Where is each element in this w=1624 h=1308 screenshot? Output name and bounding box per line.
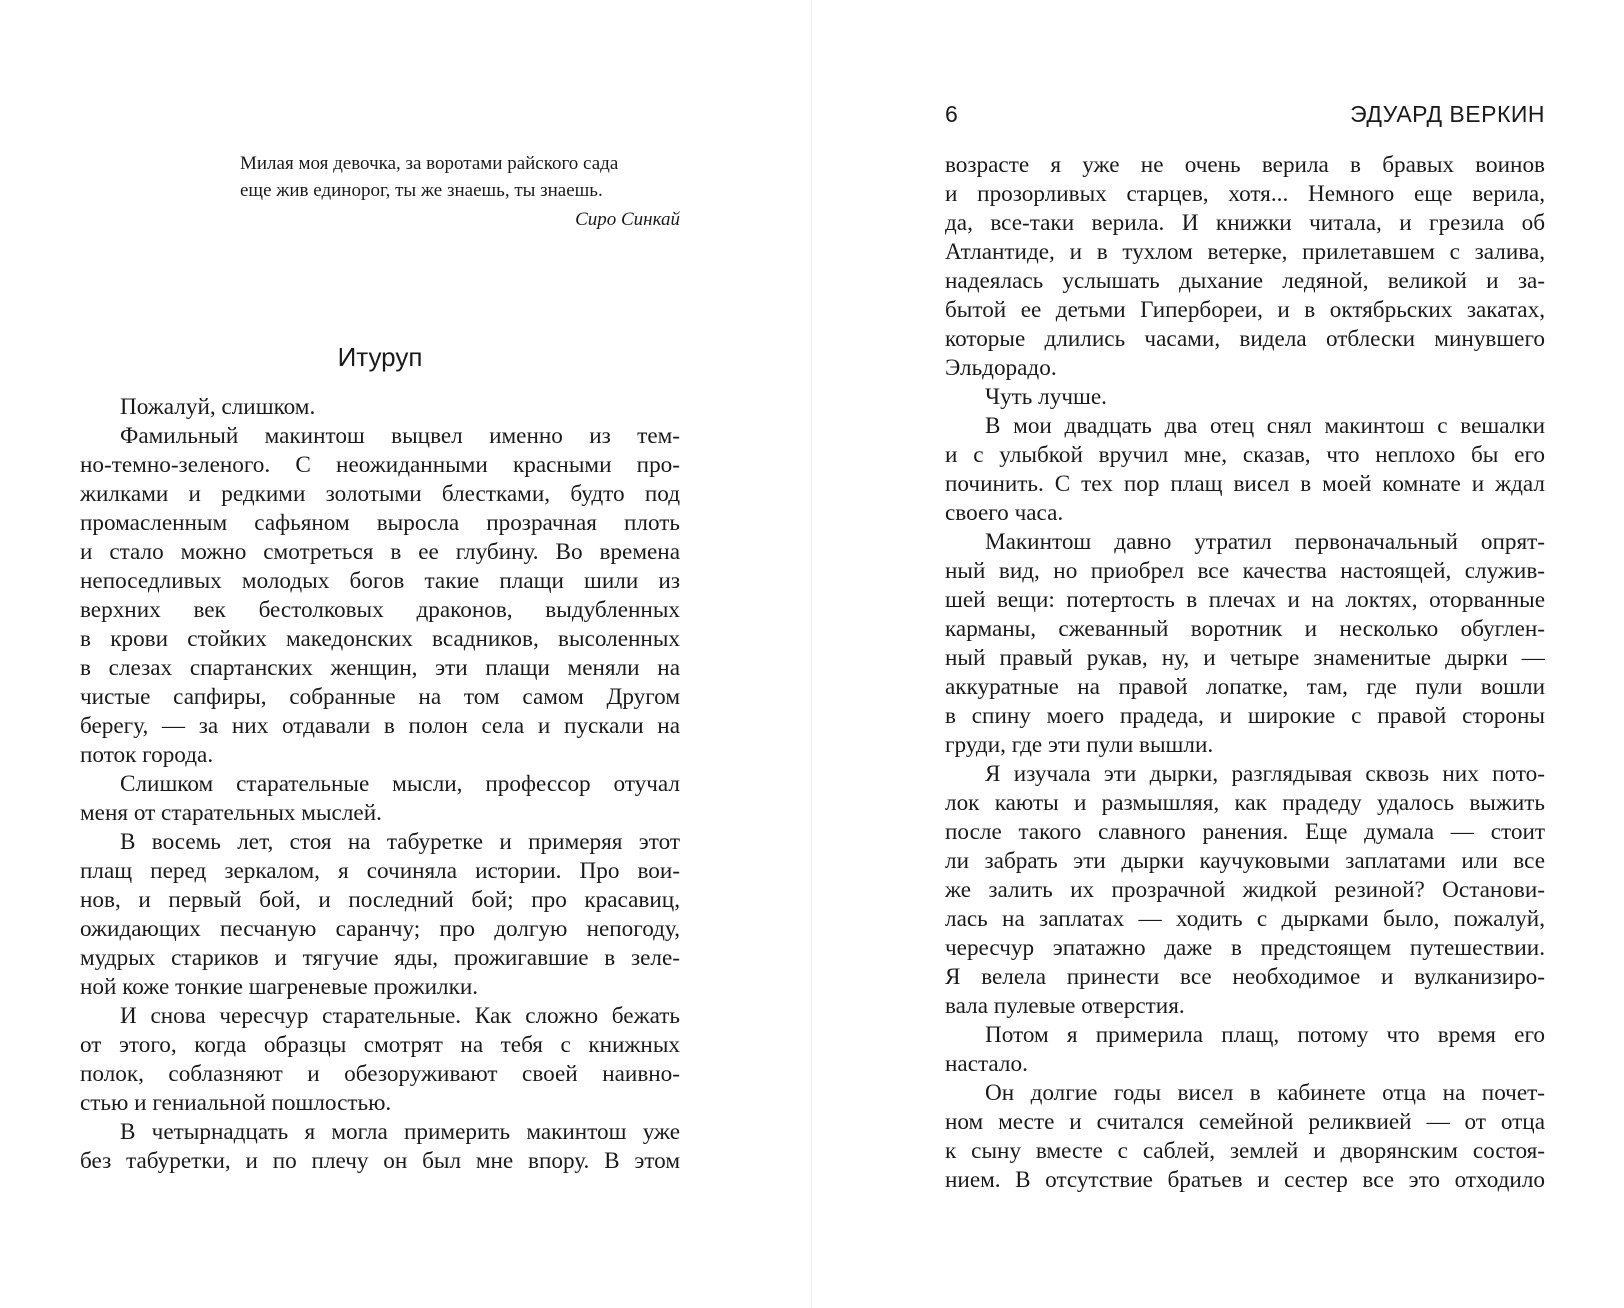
text-line: В мои двадцать два отец снял макинтош с вешалки bbox=[985, 413, 1545, 439]
text-line: надеялась услышать дыхание ледяной, великой и за- bbox=[945, 268, 1545, 294]
text-line: возрасте я уже не очень верила в бравых воинов bbox=[945, 152, 1545, 178]
text-line: в крови стойких македонских всадников, высоленных bbox=[80, 626, 680, 652]
text-line: да, все-таки верила. И книжки читала, и грезила об bbox=[945, 210, 1545, 236]
text-line: Фамильный макинтош выцвел именно из тем- bbox=[120, 423, 680, 449]
paragraph bbox=[80, 1002, 680, 1118]
text-line: ной коже тонкие шагреневые прожилки. bbox=[80, 974, 479, 1000]
text-line: к сыну вместе с саблей, землей и дворянским состоя- bbox=[945, 1138, 1545, 1164]
paragraph bbox=[945, 383, 1545, 412]
text-line: непоседливых молодых богов такие плащи шили из bbox=[80, 568, 680, 594]
paragraph bbox=[80, 1118, 680, 1176]
text-line: своего часа. bbox=[945, 500, 1064, 526]
text-line: настало. bbox=[945, 1051, 1028, 1077]
left-page bbox=[0, 0, 811, 1308]
text-line: чересчур эпатажно даже в предстоящем путешествии. bbox=[945, 935, 1545, 961]
text-line: Чуть лучше. bbox=[985, 384, 1107, 410]
text-line: Потом я примерила плащ, потому что время его bbox=[985, 1022, 1545, 1048]
left-page-text bbox=[80, 393, 680, 1176]
right-page bbox=[812, 0, 1624, 1308]
text-line: от этого, когда образцы смотрят на тебя с книжных bbox=[80, 1032, 680, 1058]
text-line: Я изучала эти дырки, разглядывая сквозь них пото- bbox=[985, 761, 1545, 787]
text-line: без табуретки, и по плечу он был мне впору. В этом bbox=[80, 1148, 680, 1174]
text-line: вала пулевые отверстия. bbox=[945, 993, 1185, 1019]
text-line: поток города. bbox=[80, 742, 214, 768]
text-line: карманы, сжеванный воротник и несколько обуглен- bbox=[945, 616, 1545, 642]
text-line: после такого славного ранения. Еще думала — стоит bbox=[945, 819, 1545, 845]
epigraph bbox=[240, 150, 680, 233]
text-line: в спину моего прадеда, и широкие с правой стороны bbox=[945, 703, 1545, 729]
page-number: 6 bbox=[945, 101, 958, 127]
text-line: которые длились часами, видела отблески минувшего bbox=[945, 326, 1545, 352]
text-line: полок, соблазняют и обезоруживают своей наивно- bbox=[80, 1061, 680, 1087]
text-line: ли забрать эти дырки каучуковыми заплатами или все bbox=[945, 848, 1545, 874]
text-line: и стало можно смотреться в ее глубину. Во времена bbox=[80, 539, 680, 565]
text-line: починить. С тех пор плащ висел в моей комнате и ждал bbox=[945, 471, 1545, 497]
text-line: нием. В отсутствие братьев и сестер все это отходило bbox=[945, 1167, 1545, 1193]
text-line: ный вид, но приобрел все качества настоящей, служив- bbox=[945, 558, 1545, 584]
text-line: берегу, — за них отдавали в полон села и пускали на bbox=[80, 713, 680, 739]
paragraph bbox=[945, 760, 1545, 1021]
text-line: промасленным сафьяном выросла прозрачная плоть bbox=[80, 510, 680, 536]
chapter-title: Итуруп bbox=[337, 342, 423, 372]
paragraph bbox=[945, 1079, 1545, 1195]
text-line: и с улыбкой вручил мне, сказав, что неплохо бы его bbox=[945, 442, 1545, 468]
text-line: но-темно-зеленого. С неожиданными красными про- bbox=[80, 452, 680, 478]
text-line: ном месте и считался семейной реликвией — от отца bbox=[945, 1109, 1545, 1135]
text-line: нов, и первый бой, и последний бой; про красавиц, bbox=[80, 887, 680, 913]
epigraph-line: Милая моя девочка, за воротами райского сада bbox=[240, 153, 619, 174]
epigraph-author: Сиро Синкай bbox=[575, 209, 680, 230]
paragraph bbox=[80, 770, 680, 828]
text-line: Атлантиде, и в тухлом ветерке, прилетавшем с залива, bbox=[945, 239, 1545, 265]
running-title: ЭДУАРД ВЕРКИН bbox=[1350, 101, 1545, 127]
paragraph bbox=[80, 422, 680, 770]
text-line: лась на заплатах — ходить с дырками было, пожалуй, bbox=[945, 906, 1545, 932]
running-header bbox=[945, 96, 1545, 132]
text-line: И снова чересчур старательные. Как сложно бежать bbox=[120, 1003, 680, 1029]
paragraph bbox=[945, 412, 1545, 528]
text-line: стью и гениальной пошлостью. bbox=[80, 1090, 392, 1116]
right-page-text bbox=[945, 151, 1545, 1195]
text-line: Эльдорадо. bbox=[945, 355, 1057, 381]
text-line: Он долгие годы висел в кабинете отца на почет- bbox=[985, 1080, 1545, 1106]
text-line: меня от старательных мыслей. bbox=[80, 800, 382, 826]
text-line: же залить их прозрачной жидкой резиной? Останови- bbox=[945, 877, 1545, 903]
text-line: чистые сапфиры, собранные на том самом Другом bbox=[80, 684, 680, 710]
text-line: бытой ее детьми Гипербореи, и в октябрьских закатах, bbox=[945, 297, 1545, 323]
text-line: шей вещи: потертость в плечах и на локтях, оторванные bbox=[945, 587, 1545, 613]
text-line: В четырнадцать я могла примерить макинтош уже bbox=[120, 1119, 680, 1145]
text-line: лок каюты и размышляя, как прадеду удалось выжить bbox=[945, 790, 1545, 816]
epigraph-line: еще жив единорог, ты же знаешь, ты знаешь. bbox=[240, 180, 603, 201]
text-line: груди, где эти пули вышли. bbox=[945, 732, 1214, 758]
text-line: Макинтош давно утратил первоначальный опрят- bbox=[985, 529, 1545, 555]
text-line: мудрых стариков и тягучие яды, прожигавшие в зеле- bbox=[80, 945, 680, 971]
text-line: жилками и редкими золотыми блестками, будто под bbox=[80, 481, 680, 507]
text-line: аккуратные на правой лопатке, там, где пули вошли bbox=[945, 674, 1545, 700]
text-line: плащ перед зеркалом, я сочиняла истории. Про вои- bbox=[80, 858, 680, 884]
text-line: и прозорливых старцев, хотя... Немного еще верила, bbox=[945, 181, 1545, 207]
paragraph bbox=[80, 828, 680, 1002]
text-line: В восемь лет, стоя на табуретке и примеряя этот bbox=[120, 829, 680, 855]
text-line: ный правый рукав, ну, и четыре знаменитые дырки — bbox=[945, 645, 1545, 671]
text-line: верхних век бестолковых драконов, выдубленных bbox=[80, 597, 680, 623]
text-line: ожидающих песчаную саранчу; про долгую непогоду, bbox=[80, 916, 680, 942]
paragraph bbox=[945, 528, 1545, 760]
text-line: в слезах спартанских женщин, эти плащи меняли на bbox=[80, 655, 680, 681]
paragraph bbox=[80, 393, 680, 422]
paragraph bbox=[945, 151, 1545, 383]
text-line: Слишком старательные мысли, профессор отучал bbox=[120, 771, 680, 797]
text-line: Я велела принести все необходимое и вулканизиро- bbox=[945, 964, 1545, 990]
paragraph bbox=[945, 1021, 1545, 1079]
text-line: Пожалуй, слишком. bbox=[120, 394, 316, 420]
